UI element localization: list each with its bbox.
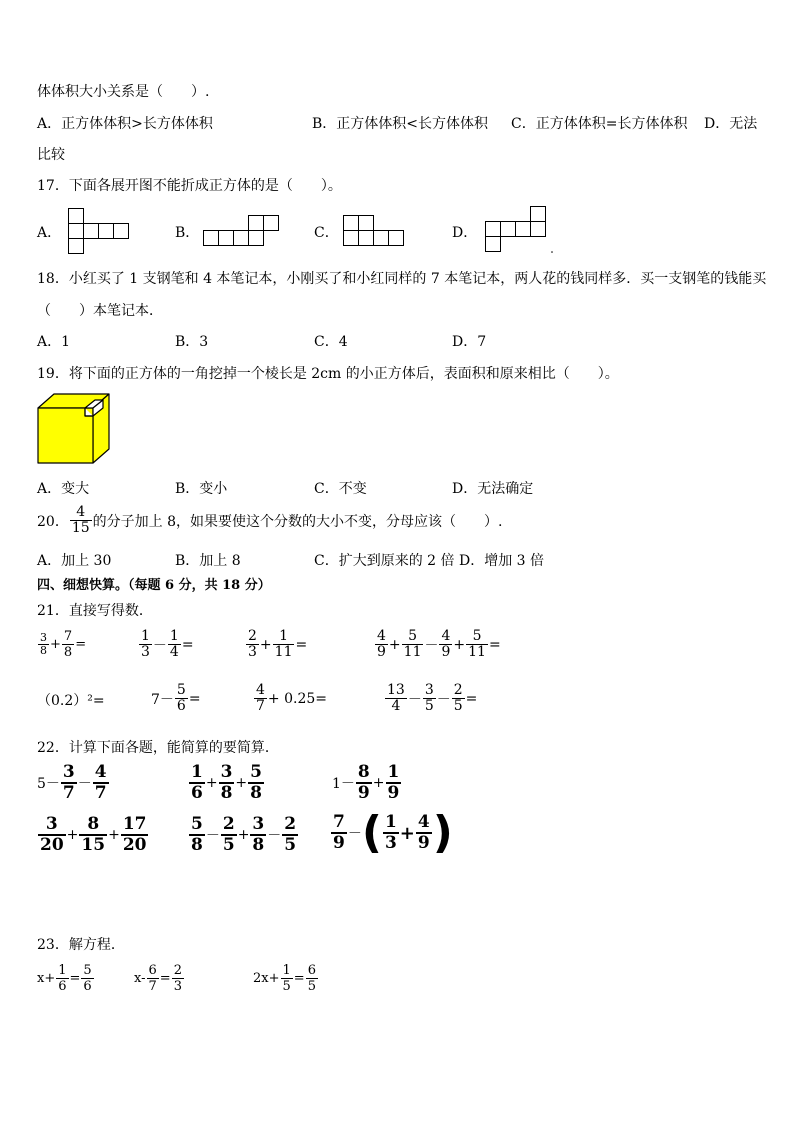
fraction — [81, 963, 93, 994]
numerator: 13 — [387, 682, 405, 698]
q17-stem: 17．下面各展开图不能折成正方体的是（ ）。 — [37, 178, 342, 194]
fraction — [246, 629, 259, 660]
denominator: 8 — [191, 835, 203, 855]
denominator: 5 — [307, 979, 316, 994]
q19-option-c: C．不变 — [314, 481, 367, 497]
numerator: 1 — [58, 963, 67, 978]
q20-stem — [37, 505, 502, 536]
q20-fraction — [70, 505, 92, 536]
expression-prefix: 5－ — [37, 776, 60, 792]
fraction — [172, 963, 184, 994]
q22-stem: 22．计算下面各题，能简算的要简算． — [37, 740, 279, 756]
q19-stem: 19．将下面的正方体的一角挖掉一个棱长是 2cm 的小正方体后，表面积和原来相比（ ）。 — [37, 366, 619, 382]
operator: － — [205, 828, 220, 844]
q17-label-a: A． — [37, 225, 62, 241]
expression-prefix: 7－ — [151, 691, 174, 708]
fraction — [273, 629, 295, 660]
numerator: 7 — [63, 629, 73, 644]
numerator: 3 — [424, 682, 434, 698]
denominator: 11 — [468, 644, 486, 660]
q19-option-d: D．无法确定 — [452, 481, 534, 497]
net-b-icon — [203, 215, 281, 249]
denominator: 11 — [403, 644, 422, 660]
numerator: 7 — [333, 812, 345, 832]
fraction — [221, 815, 237, 855]
q16-stem-tail: 体体积大小关系是（ ）. — [37, 84, 210, 100]
q18-stem-line2: （ ）本笔记本． — [37, 303, 163, 319]
right-parenthesis: ) — [432, 807, 453, 858]
fraction — [331, 813, 347, 853]
denominator: 20 — [122, 835, 147, 855]
fraction — [79, 815, 107, 855]
operator: － — [267, 828, 282, 844]
operator: － — [424, 637, 439, 654]
numerator: 3 — [252, 814, 265, 834]
fraction — [38, 632, 49, 657]
fraction — [175, 683, 188, 714]
q22-expr-5 — [188, 815, 299, 855]
numerator: 17 — [122, 814, 147, 834]
denominator: 7 — [94, 783, 107, 803]
denominator: 5 — [282, 979, 291, 994]
denominator: 3 — [248, 644, 257, 660]
numerator: 1 — [387, 762, 400, 782]
numerator: 3 — [40, 631, 47, 644]
denominator: 8 — [40, 644, 47, 657]
fraction — [121, 815, 149, 855]
expression-prefix: x+ — [37, 971, 56, 986]
numerator: 5 — [250, 762, 262, 782]
numerator: 4 — [441, 628, 451, 644]
expression-prefix: 1－ — [332, 776, 355, 792]
numerator: 6 — [148, 963, 157, 978]
q20-option-c-d: C．扩大到原来的 2 倍 D．增加 3 倍 — [314, 553, 545, 569]
fraction — [248, 763, 264, 803]
fraction — [139, 629, 152, 660]
numerator: 2 — [173, 963, 182, 978]
denominator: 9 — [357, 783, 370, 803]
operator: － — [436, 691, 451, 708]
equals-sign: = — [295, 636, 308, 653]
q22-expr-2 — [188, 763, 265, 803]
numerator: 1 — [191, 762, 203, 782]
q16-option-b: B．正方体体积<长方体体积 — [312, 116, 489, 132]
expression-suffix: + 0.25= — [267, 690, 328, 707]
numerator: 4 — [377, 628, 386, 644]
denominator: 3 — [384, 833, 397, 853]
numerator: 5 — [402, 629, 424, 645]
operator: + — [453, 636, 466, 653]
numerator: 2 — [248, 628, 257, 644]
q21-expr-4 — [374, 629, 501, 660]
denominator: 15 — [81, 835, 106, 855]
q23-equation-1 — [37, 963, 95, 994]
numerator: 2 — [453, 682, 463, 698]
fraction — [466, 629, 488, 660]
q17-label-d: D． — [452, 225, 478, 241]
q23-stem: 23．解方程． — [37, 937, 125, 953]
fraction — [416, 813, 432, 853]
numerator: 3 — [220, 762, 233, 782]
fraction — [281, 963, 293, 994]
denominator: 6 — [83, 979, 92, 994]
denominator: 11 — [274, 644, 293, 660]
fraction — [61, 763, 77, 803]
q21-expr-2 — [138, 629, 194, 660]
numerator: 1 — [282, 963, 291, 978]
fraction — [282, 815, 298, 855]
denominator: 5 — [424, 698, 434, 714]
operator: － — [347, 826, 362, 842]
denominator: 6 — [58, 979, 67, 994]
q18-option-b: B．3 — [175, 334, 209, 350]
fraction — [306, 963, 318, 994]
fraction — [452, 683, 465, 714]
numerator: 6 — [307, 963, 316, 978]
numerator: 5 — [176, 682, 186, 698]
denominator: 9 — [333, 833, 345, 853]
q20-stem-rest: 的分子加上 8，如果要使这个分数的大小不变，分母应该（ ）. — [92, 513, 503, 530]
section-4-title: 四、细想快算。（每题 6 分，共 18 分） — [37, 578, 271, 593]
denominator: 6 — [191, 783, 203, 803]
denominator: 7 — [62, 783, 75, 803]
left-parenthesis: ( — [361, 807, 382, 858]
q21-expr-3 — [245, 629, 307, 660]
q18-option-d: D．7 — [452, 334, 487, 350]
denominator: 9 — [377, 644, 386, 660]
q22-expr-3 — [332, 763, 402, 803]
fraction — [189, 815, 205, 855]
operator: + — [235, 775, 248, 791]
numerator: 3 — [62, 762, 75, 782]
equals-sign: = — [75, 637, 87, 652]
fraction — [254, 683, 267, 714]
q18-stem-line1: 18．小红买了 1 支钢笔和 4 本笔记本，小刚买了和小红同样的 7 本笔记本，两人花的钱同样多．买一支钢笔的钱能买 — [37, 271, 767, 287]
operator: + — [372, 775, 385, 791]
numerator: 4 — [417, 812, 430, 832]
q18-option-c: C．4 — [314, 334, 348, 350]
expression-prefix: x- — [134, 971, 146, 986]
q22-expr-1 — [37, 763, 110, 803]
fraction — [38, 815, 66, 855]
fraction — [219, 763, 235, 803]
q17-label-c: C． — [314, 225, 339, 241]
numerator: 1 — [141, 628, 150, 644]
expression-prefix: 2x+ — [253, 971, 280, 986]
operator: + — [50, 637, 61, 652]
denominator: 5 — [222, 835, 235, 855]
operator: + — [108, 827, 120, 843]
numerator: 4 — [70, 505, 92, 521]
fraction — [375, 629, 388, 660]
q21-expr-8 — [384, 683, 477, 714]
fraction — [402, 629, 424, 660]
q21-stem: 21．直接写得数． — [37, 603, 153, 619]
equals-sign: = — [159, 971, 171, 986]
numerator: 2 — [284, 814, 297, 834]
q21-expr-7 — [253, 683, 327, 714]
q21-expr-1 — [37, 629, 86, 660]
q20-option-b: B．加上 8 — [175, 553, 241, 569]
numerator: 4 — [94, 762, 107, 782]
denominator: 9 — [387, 783, 400, 803]
operator: + — [66, 827, 79, 843]
denominator: 9 — [417, 833, 430, 853]
operator: + — [388, 636, 401, 653]
denominator: 8 — [220, 783, 233, 803]
equals-sign: = — [293, 971, 305, 986]
fraction — [386, 763, 402, 803]
q19-option-b: B．变小 — [175, 481, 228, 497]
numerator: 8 — [357, 762, 370, 782]
numerator: 2 — [222, 814, 235, 834]
equals-sign: = — [188, 690, 201, 707]
denominator: 3 — [141, 644, 150, 660]
numerator: 1 — [384, 812, 397, 832]
denominator: 5 — [284, 835, 297, 855]
equals-sign: = — [69, 971, 81, 986]
operator: － — [77, 776, 92, 792]
equals-sign: = — [181, 636, 194, 653]
net-a-icon — [68, 208, 132, 256]
q16-option-a: A．正方体体积>长方体体积 — [37, 116, 213, 132]
fraction — [423, 683, 436, 714]
q16-option-c: C．正方体体积=长方体体积 — [511, 116, 688, 132]
operator: + — [399, 822, 415, 844]
fraction — [356, 763, 372, 803]
fraction — [56, 963, 68, 994]
yellow-cube-icon — [37, 393, 111, 465]
fraction — [385, 683, 407, 714]
fraction — [168, 629, 181, 660]
denominator: 5 — [453, 698, 463, 714]
denominator: 4 — [169, 644, 179, 660]
q19-option-a: A．变大 — [37, 481, 90, 497]
q21-expr-6 — [151, 683, 201, 714]
q23-equation-2 — [134, 963, 185, 994]
q18-option-a: A．1 — [37, 334, 71, 350]
fraction — [250, 815, 266, 855]
numerator: 5 — [83, 963, 92, 978]
fraction — [147, 963, 159, 994]
numerator: 5 — [191, 814, 203, 834]
q17-label-b: B． — [175, 225, 200, 241]
equals-sign: = — [465, 690, 478, 707]
equals-sign: = — [488, 636, 501, 653]
numerator: 4 — [256, 682, 265, 698]
denominator: 20 — [40, 835, 64, 855]
denominator: 9 — [441, 644, 451, 660]
operator: － — [152, 637, 167, 654]
operator: + — [237, 827, 250, 843]
denominator: 15 — [71, 520, 90, 536]
q16-option-d: D．无法 — [704, 116, 758, 132]
fraction — [189, 763, 205, 803]
q20-number: 20． — [37, 513, 69, 530]
q22-expr-6 — [330, 807, 453, 858]
numerator: 1 — [273, 629, 295, 645]
q23-equation-3 — [253, 963, 319, 994]
fraction — [62, 629, 74, 660]
numerator: 8 — [79, 815, 107, 836]
denominator: 4 — [391, 698, 401, 714]
net-c-icon — [343, 215, 409, 249]
denominator: 7 — [256, 698, 265, 714]
denominator: 8 — [252, 835, 265, 855]
numerator: 1 — [169, 628, 179, 644]
denominator: 3 — [173, 979, 182, 994]
numerator: 5 — [466, 629, 488, 645]
fraction — [439, 629, 452, 660]
q21-expr-5: （0.2）²= — [37, 693, 105, 709]
denominator: 8 — [63, 645, 73, 660]
denominator: 6 — [176, 698, 186, 714]
operator: + — [259, 636, 272, 653]
operator: － — [407, 691, 422, 708]
q22-expr-4 — [37, 815, 149, 855]
numerator: 3 — [38, 815, 66, 836]
denominator: 7 — [148, 979, 157, 994]
denominator: 8 — [250, 783, 262, 803]
fraction — [93, 763, 109, 803]
q20-option-a: A．加上 30 — [37, 553, 112, 569]
operator: + — [205, 775, 218, 791]
q16-option-d-wrap: 比较 — [37, 147, 65, 163]
fraction — [383, 813, 399, 853]
net-d-icon — [485, 206, 555, 256]
